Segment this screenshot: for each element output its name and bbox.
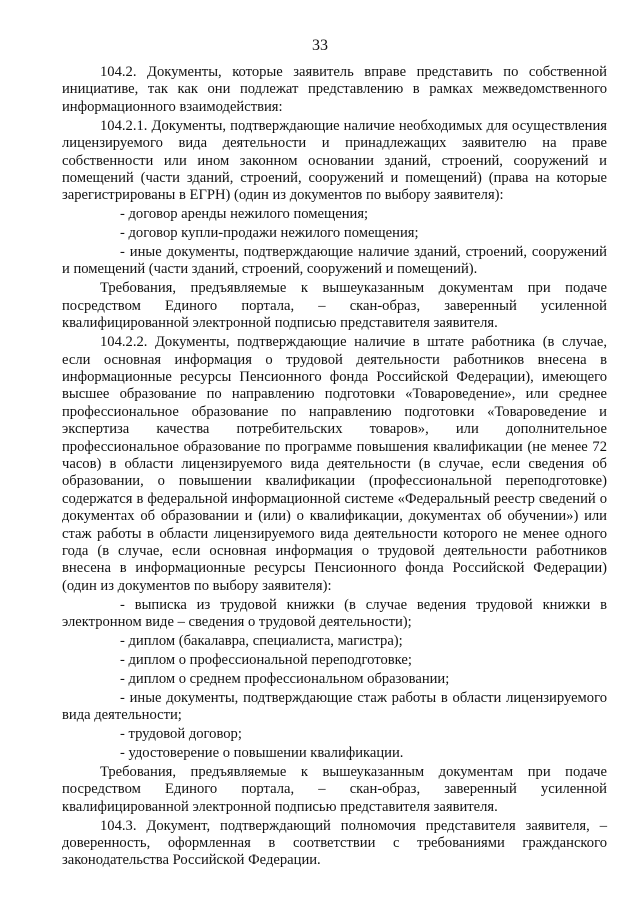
list-item: - удостоверение о повышении квалификации. [120,744,404,761]
list-item: - иные документы, подтверждающие наличие зданий, строений, сооружений и помещений (части зданий, строений, сооружений и помещений). [62,244,607,278]
paragraph: 104.2. Документы, которые заявитель вправе представить по собственной инициативе, так как они подлежат представлению в рамках межведомственного информационного взаимодействия: [62,64,607,115]
list-item: - диплом о профессиональной переподготовке; [120,651,412,668]
list-item: - диплом о среднем профессиональном образовании; [120,670,450,687]
list-item: - диплом (бакалавра, специалиста, магистра); [120,633,403,649]
list-item: - иные документы, подтверждающие стаж работы в области лицензируемого вида деятельности; [62,689,607,724]
paragraph: 104.2.1. Документы, подтверждающие наличие необходимых для осуществления лицензируемого вида деятельности и принадлежащих заявителю на праве собственности или ином законном основании зданий, строений, сооружений и помещений (части зданий, строений, сооружений и помещений) (права на которые зарегистрированы в ЕГРН) (один из документов по выбору заявителя): [62,117,607,204]
page-number: 33 [312,37,328,54]
document-body [62,64,607,871]
paragraph: 104.2.2. Документы, подтверждающие наличие в штате работника (в случае, если основная информация о трудовой деятельности работников внесена в информационные ресурсы Пенсионного фонда Российской Федерации), имеющего высшее образование по направлению подготовки «Товароведение», или среднее профессиональное образование по направлению подготовки «Товароведение и экспертиза качества потребительских товаров», или дополнительное профессиональное образование по программе повышения квалификации (не менее 72 часов) в области лицензируемого вида деятельности (в случае, если сведения об образовании, о повышении квалификации (профессиональной переподготовке) содержатся в федеральной информационной системе «Федеральный реестр сведений о документах об образовании и (или) о квалификации, документах об обучении») или стаж работы в области лицензируемого вида деятельности которого не менее одного года (в случае, если основная информация о трудовой деятельности работников внесена в информационные ресурсы Пенсионного фонда Российской Федерации) (один из документов по выбору заявителя): [62,334,607,594]
paragraph: 104.3. Документ, подтверждающий полномочия представителя заявителя, – доверенность, оформленная в соответствии с требованиями гражданского законодательства Российской Федерации. [62,817,607,869]
list-item: - договор купли-продажи нежилого помещения; [120,225,419,242]
paragraph: Требования, предъявляемые к вышеуказанным документам при подаче посредством Единого портала, – скан-образ, заверенный усиленной квалифицированной электронной подписью представителя заявителя. [62,763,607,815]
list-item: - выписка из трудовой книжки (в случае ведения трудовой книжки в электронном виде – сведения о трудовой деятельности); [62,596,607,631]
list-item: - трудовой договор; [120,726,242,743]
list-item: - договор аренды нежилого помещения; [120,206,369,223]
paragraph: Требования, предъявляемые к вышеуказанным документам при подаче посредством Единого портала, – скан-образ, заверенный усиленной квалифицированной электронной подписью представителя заявителя. [62,280,607,332]
